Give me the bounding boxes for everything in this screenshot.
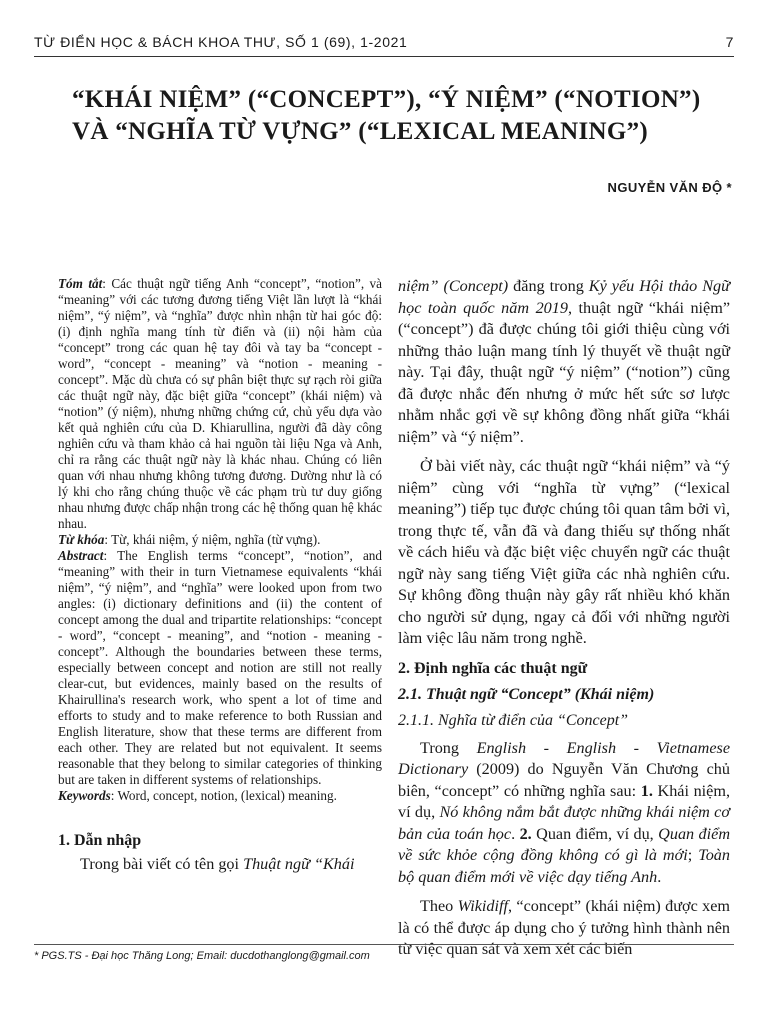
abstract-en-text: : The English terms “concept”, “notion”, and “meaning” with their in turn Vietnamese equivalents “khái niệm”, “ý niệm”, and “nghĩa” were looked upon from two angles: (i) dictionary definitions and (ii) the content of concept among the dual and tripartite relationships: “concept - word”, “concept - meaning”, and “notion - meaning - concept”. Although the boundaries between these terms, especially between concept and notion are still not really clear-cut, but evidences, mainly based on the results of Khairullina's research work, who spent a lot of time and efforts to study and to make reference to both Russian and English literature, show that these terms are different from each other. They are related but not equivalent. It seems reasonable that they belong to similar categories of thinking but are taken in different systems of relationships. [58, 548, 382, 787]
keywords-english [58, 788, 382, 804]
p4-text-a: Theo [420, 897, 458, 915]
abstract-en-label: Abstract [58, 548, 104, 563]
p4-text-b: , “concept” (khái niệm) được xem là có thể được áp dụng cho ý tưởng hình thành nên từ việc quan sát và xem xét các biến [398, 897, 731, 958]
p3-bold-2: 2. [519, 824, 532, 843]
abstract-vi-label: Tóm tắt [58, 276, 103, 291]
p3-text-a: Trong [420, 738, 477, 757]
paragraph-4 [398, 896, 730, 961]
p1-italic-a: niệm” (Concept) [398, 277, 509, 295]
p3-italic-b: Nó không nắm bắt được những khái niệm cơ bản của toán học [398, 803, 730, 843]
keywords-en-text: : Word, concept, notion, (lexical) meaning. [110, 788, 337, 803]
p3-text-d: . [511, 824, 520, 843]
paragraph-2: Ở bài viết này, các thuật ngữ “khái niệm” và “ý niệm” cùng với “nghĩa từ vựng” (“lexical meaning”) tiếp tục được chúng tôi quan tâm bởi vì, trong thực tế, vẫn đã và đang thiếu sự thống nhất về cách hiểu và đặc biệt việc chuyển ngữ các thuật ngữ này sang tiếng Việt giữa các nhà nghiên cứu. Sự không đồng thuận này gây rất nhiều khó khăn cho người sử dụng, ngay cả đối với những người làm việc lâu năm trong nghề. [398, 457, 730, 647]
footnote-divider [34, 944, 734, 945]
abstract-english [58, 548, 382, 788]
p4-italic: Wikidiff [457, 897, 508, 915]
p3-text-f: ; [687, 846, 699, 864]
subsection-2-1-1-heading: 2.1.1. Nghĩa từ điển của “Concept” [398, 711, 629, 729]
paragraph-3 [398, 738, 730, 889]
article-title [72, 84, 712, 148]
keywords-en-label: Keywords [58, 788, 111, 803]
p3-text-c: Khái niệm, ví dụ, [398, 781, 730, 821]
p3-bold-1: 1. [640, 781, 653, 800]
author-name: NGUYỄN VĂN ĐỘ * [607, 180, 732, 195]
left-column [58, 276, 382, 876]
p3-text-g: . [657, 867, 662, 886]
journal-title: TỪ ĐIỂN HỌC & BÁCH KHOA THƯ, SỐ 1 (69), 1-2021 [34, 34, 408, 50]
abstract-vietnamese [58, 276, 382, 532]
footnote: * PGS.TS - Đại học Thăng Long; Email: ducdothanglong@gmail.com [34, 950, 370, 962]
title-line-1: “KHÁI NIỆM” (“CONCEPT”), “Ý NIỆM” (“NOTION”) [72, 86, 701, 113]
right-column [398, 276, 730, 961]
p3-italic-a: English - English - Vietnamese Dictionary [398, 738, 730, 778]
section-1-italic: Thuật ngữ “Khái [243, 855, 355, 873]
p1-italic-b: Kỷ yếu Hội thảo Ngữ học toàn quốc năm 2019 [398, 277, 730, 317]
keywords-vietnamese [58, 532, 382, 548]
running-header [34, 34, 734, 57]
title-line-2: VÀ “NGHĨA TỪ VỰNG” (“LEXICAL MEANING”) [72, 118, 649, 145]
p3-text-b: (2009) do Nguyễn Văn Chương chủ biên, “concept” có những nghĩa sau: [398, 760, 730, 800]
p3-italic-c: Quan điểm về sức khỏe cộng đồng không có gì là mới [398, 824, 731, 864]
p3-italic-d: Toàn bộ quan điểm mới về việc dạy tiếng Anh [398, 846, 730, 886]
keywords-vi-label: Từ khóa [58, 532, 105, 547]
abstract-vi-text: : Các thuật ngữ tiếng Anh “concept”, “notion”, và “meaning” với các tương đương tiếng Việt lần lượt là “khái niệm”, “ý niệm”, và “nghĩa” được nhìn nhận từ hai góc độ: (i) định nghĩa mang tính từ điển và (ii) nội hàm của “concept” trong các quan hệ tay đôi và tay ba “concept - word”, “concept - meaning” và “notion - meaning - concept”. Mặc dù chưa có sự phân biệt thực sự rạch ròi giữa các thuật ngữ này, đặc biệt giữa “concept” (khái niệm) và “notion” (ý niệm), nhưng những chứng cứ, chủ yếu dựa vào kết quả nghiên cứu của D. Khiarullina, người đã dày công nghiên cứu và tham khảo cả hai nguồn tài liệu Nga và Anh, chỉ ra rằng các thuật ngữ này là khác nhau. Chúng có liên quan với nhau nhưng không tương đương. Dường như là có lý khi cho rằng chúng thuộc về các phạm trù tư duy giống nhau nhưng được chấp nhận trong các hệ thống quan hệ khác nhau. [58, 276, 382, 531]
p1-text-b: , thuật ngữ “khái niệm” (“concept”) đã được chúng tôi giới thiệu cùng với những thảo luận mang tính lý thuyết về thuật ngữ này. Tại đây, thuật ngữ “ý niệm” (“notion”) cũng đã được nhắc đến nhưng ở mức hết sức sơ lược nhằm nhắc gợi về sự không đồng nhất giữa “khái niệm” và “ý niệm”. [398, 298, 731, 446]
section-2-heading: 2. Định nghĩa các thuật ngữ [398, 659, 588, 677]
section-1-paragraph [58, 854, 382, 876]
section-1-heading: 1. Dẫn nhập [58, 832, 142, 849]
p1-text-a: đăng trong [508, 277, 589, 295]
page-number: 7 [725, 34, 734, 50]
keywords-vi-text: : Từ, khái niệm, ý niệm, nghĩa (từ vựng). [104, 532, 321, 547]
paragraph-1 [398, 276, 730, 448]
subsection-2-1-heading: 2.1. Thuật ngữ “Concept” (Khái niệm) [398, 685, 655, 703]
section-1-text: Trong bài viết có tên gọi [80, 855, 244, 873]
p3-text-e: Quan điểm, ví dụ, [531, 824, 659, 843]
